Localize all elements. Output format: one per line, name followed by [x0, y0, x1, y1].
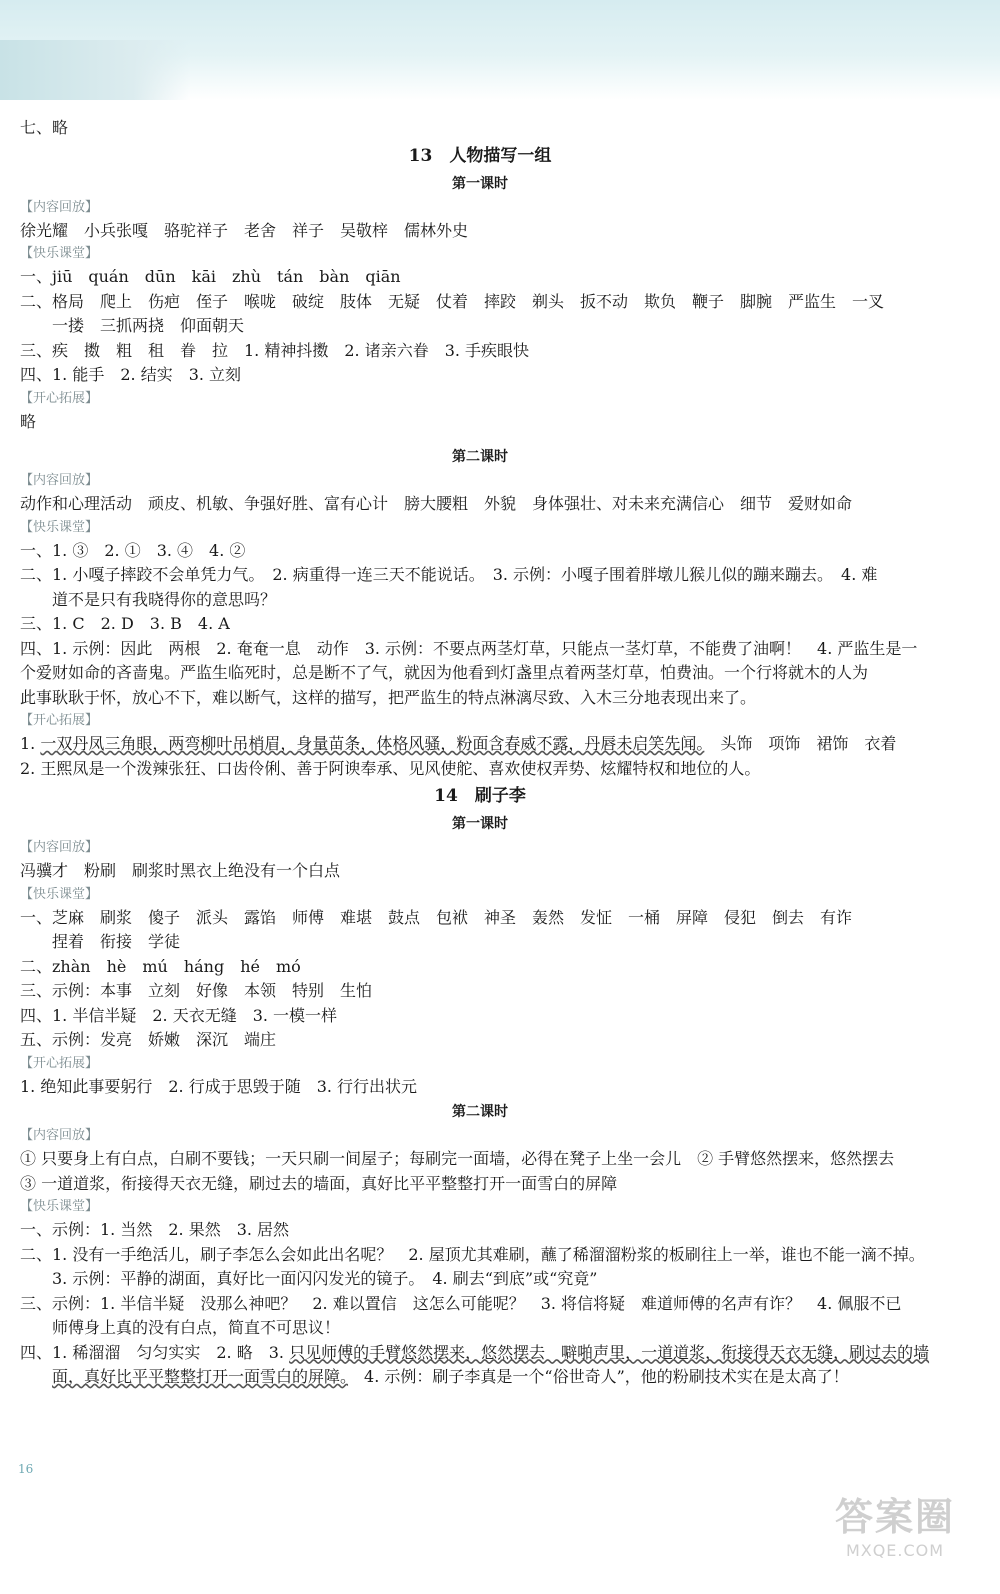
answer-line: 1. 绝知此事要躬行 2. 行成于思毁于随 3. 行行出状元 — [20, 1076, 418, 1096]
answer-line: 三、疾 擞 粗 租 眷 拉 1. 精神抖擞 2. 诸亲六眷 3. 手疾眼快 — [20, 340, 530, 360]
answer-line: 三、示例：1. 半信半疑 没那么神吧？ 2. 难以置信 这怎么可能呢？ 3. 将信将疑 难道师傅的名声有诈？ 4. 佩服不已 — [20, 1293, 902, 1313]
session-title: 第二课时 — [452, 449, 508, 465]
section-tag: 【内容回放】 — [20, 473, 99, 488]
section-tag: 【开心拓展】 — [20, 390, 99, 406]
section-tag: 【开心拓展】 — [20, 713, 99, 728]
answer-line: 此事耿耿于怀，放心不下，难以断气，这样的描写，把严监生的特点淋漓尽致、入木三分地表现出来了。 — [20, 687, 757, 707]
watermark-url: MXQE.COM — [845, 1541, 945, 1560]
lesson-title: 13 人物描写一组 — [408, 145, 552, 166]
answer-suffix: 头饰 项饰 裙饰 衣着 — [704, 734, 897, 753]
answer-prefix: 1. — [20, 734, 41, 753]
answer-line: 道不是只有我晓得你的意思吗？ — [20, 589, 277, 609]
section-tag: 【快乐课堂】 — [20, 886, 99, 902]
section-tag: 【内容回放】 — [20, 840, 99, 855]
answer-suffix: 4. 示例：刷子李真是一个“俗世奇人”，他的粉刷技术实在是太高了！ — [348, 1367, 849, 1386]
answer-line: 3. 示例：平静的湖面，真好比一面闪闪发光的镜子。 4. 刷去“到底”或“究竟” — [20, 1269, 598, 1288]
answer-line: 一、芝麻 刷浆 傻子 派头 露馅 师傅 难堪 鼓点 包袱 神圣 轰然 发怔 一桶 屏障 侵犯 倒去 有诈 — [20, 907, 853, 927]
lesson-title: 14 刷子李 — [434, 786, 526, 806]
page-number: 16 — [18, 1462, 34, 1476]
spacer — [20, 434, 940, 444]
section-tag: 【快乐课堂】 — [20, 246, 99, 261]
underlined-quote: 一双丹凤三角眼，两弯柳叶吊梢眉，身量苗条，体格风骚，粉面含春威不露，丹唇未启笑先闻。 — [40, 734, 705, 753]
underlined-quote: 面，真好比平平整整打开一面雪白的屏障。 — [52, 1367, 349, 1386]
header-decoration — [0, 0, 1000, 100]
answer-line: 二、格局 爬上 伤疤 侄子 喉咙 破绽 肢体 无疑 仗着 摔跤 剃头 扳不动 欺负 鞭子 脚腕 严监生 一叉 — [20, 291, 885, 311]
answer-line: 师傅身上真的没有白点，简直不可思议！ — [20, 1318, 341, 1337]
answer-line: 四、1. 半信半疑 2. 天衣无缝 3. 一模一样 — [20, 1005, 338, 1025]
section-tag: 【快乐课堂】 — [20, 519, 99, 535]
answer-line: 二、1. 小嘎子摔跤不会单凭力气。 2. 病重得一连三天不能说话。 3. 示例：小嘎子围着胖墩儿猴儿似的蹦来蹦去。 4. 难 — [20, 565, 878, 584]
answer-line: 四、1. 示例：因此 两根 2. 奄奄一息 动作 3. 示例：不要点两茎灯草，只能点一茎灯草，不能费了油啊！ 4. 严监生是一 — [20, 638, 918, 658]
answer-line: 略 — [20, 411, 37, 431]
answer-line: 个爱财如命的吝啬鬼。严监生临死时，总是断不了气，就因为他看到灯盏里点着两茎灯草，怕费油。一个行将就木的人为 — [20, 663, 869, 682]
answer-line: 冯骥才 粉刷 刷浆时黑衣上绝没有一个白点 — [20, 861, 341, 880]
underlined-quote: 只见师傅的手臂悠然摆来，悠然摆去 噼啪声里，一道道浆，衔接得天衣无缝，刷过去的墙 — [289, 1342, 930, 1362]
answer-line: 三、示例：本事 立刻 好像 本领 特别 生怕 — [20, 981, 373, 1000]
answer-line: 二、zhàn hè mú háng hé mó — [20, 956, 301, 976]
section-tag: 【快乐课堂】 — [20, 1199, 99, 1214]
answer-line — [20, 732, 940, 757]
answer-line: 四、1. 能手 2. 结实 3. 立刻 — [20, 365, 242, 384]
answer-line: 三、1. C 2. D 3. B 4. A — [20, 614, 230, 633]
answer-line: 五、示例：发亮 娇嫩 深沉 端庄 — [20, 1030, 277, 1049]
answer-line: 一、1. ③ 2. ① 3. ④ 4. ② — [20, 540, 246, 560]
answer-line: 一、示例：1. 当然 2. 果然 3. 居然 — [20, 1220, 290, 1239]
answer-line: 一、jiū quán dūn kāi zhù tán bàn qiān — [20, 267, 401, 286]
session-title: 第一课时 — [452, 175, 508, 192]
answer-line: 一搂 三抓两挠 仰面朝天 — [20, 316, 245, 335]
watermark-logo — [810, 1494, 980, 1574]
answer-line: 2. 王熙凤是一个泼辣张狂、口齿伶俐、善于阿谀奉承、见风使舵、喜欢使权弄势、炫耀特权和地位的人。 — [20, 758, 761, 778]
answer-line: 二、1. 没有一手绝活儿，刷子李怎么会如此出名呢？ 2. 屋顶尤其难刷，蘸了稀溜溜粉浆的板刷往上一举，谁也不能一滴不掉。 — [20, 1244, 925, 1264]
answer-line: ① 只要身上有白点，白刷不要钱；一天只刷一间屋子；每刷完一面墙，必得在凳子上坐一会儿 ② 手臂悠然摆来，悠然摆去 — [20, 1149, 895, 1168]
section-tag: 【开心拓展】 — [20, 1055, 99, 1071]
answer-line: 动作和心理活动 顽皮、机敏、争强好胜、富有心计 膀大腰粗 外貌 身体强壮、对未来充满信心 细节 爱财如命 — [20, 494, 853, 513]
session-title: 第一课时 — [452, 816, 508, 832]
answer-content — [20, 116, 940, 1390]
answer-line: 徐光耀 小兵张嘎 骆驼祥子 老舍 祥子 吴敬梓 儒林外史 — [20, 220, 469, 240]
answer-line: 七、略 — [20, 118, 69, 137]
answer-line: ③ 一道道浆，衔接得天衣无缝，刷过去的墙面，真好比平平整整打开一面雪白的屏障 — [20, 1173, 618, 1193]
section-tag: 【内容回放】 — [20, 1128, 99, 1143]
session-title: 第二课时 — [452, 1104, 508, 1120]
answer-prefix — [20, 1367, 52, 1386]
answer-prefix: 四、1. 稀溜溜 匀匀实实 2. 略 3. — [20, 1342, 290, 1362]
answer-line — [20, 1341, 940, 1366]
answer-line — [20, 1365, 940, 1390]
header-decoration-patch — [0, 40, 190, 100]
answer-line: 捏着 衔接 学徒 — [20, 932, 181, 951]
section-tag: 【内容回放】 — [20, 199, 99, 215]
watermark-title: 答案圈 — [834, 1495, 955, 1539]
